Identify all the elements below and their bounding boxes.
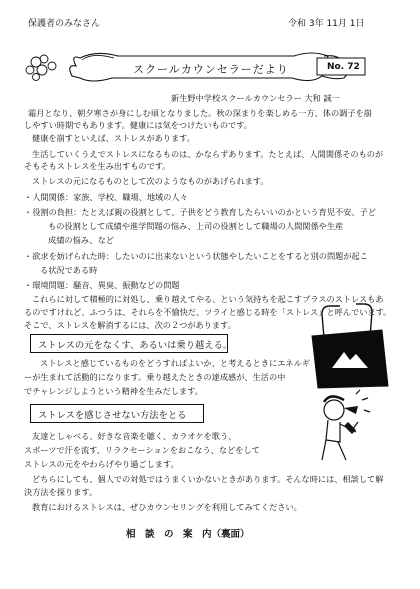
list-item: 成績の悩み、など: [48, 235, 114, 245]
paragraph-line: しやすい時期でもあります。健康には気をつけたいものです。: [24, 120, 252, 130]
paragraph-line: でチャレンジしようという精神を生みだします。: [24, 386, 203, 396]
paragraph-line: ストレスの元になるものとして次のようなものがあげられます。: [32, 176, 269, 186]
method-box-2-label: ストレスを感じさせない方法をとる: [38, 410, 187, 421]
paragraph-line: どちらにしても、個人での対処ではうまくいかないときがあります。そんな時には、相談して解: [32, 474, 384, 484]
paragraph-line: ストレスの元をやわらげやり過ごします。: [24, 459, 179, 469]
banner-title: スクールカウンセラーだより: [133, 63, 289, 76]
paragraph-line: 友達としゃべる、好きな音楽を聴く、カラオケを歌う、: [32, 431, 237, 441]
paragraph-line: これらに対して積極的に対処し、乗り越えてやる、という気持ちを起こすプラスのストレスもあ: [32, 294, 384, 304]
list-item: ・環境問題：騒音、異臭、振動などの問題: [24, 280, 180, 290]
singing-person-illustration: [300, 382, 386, 468]
list-item: ・役割の負担：たとえば親の役割として、子供をどう教育したらいいのかという育児不安、子ど: [24, 207, 376, 217]
list-item: ・欲求を妨げられた時：したいのに出来ないという状態やしたいことをすると別の問題が起こ: [24, 251, 368, 261]
newsletter-number: No. 72: [327, 62, 360, 72]
paragraph-line: スポーツで汗を流す、リラクセーションをおこなう、などをして: [24, 445, 260, 455]
paragraph-line: 決方法を探ります。: [24, 487, 98, 497]
author: 新生野中学校スクールカウンセラー 大和 誠一: [171, 93, 340, 103]
consultation-guide-heading: 相 談 の 案 内（裏面）: [126, 529, 250, 540]
paragraph-line: 教育におけるストレスは、ぜひカウンセリングを利用してみてください。: [32, 502, 302, 512]
paragraph-line: ストレスと感じているものをどうすればよいか、と考えるときにエネルギ: [40, 358, 310, 368]
paragraph-line: 霜月となり、朝夕寒さが身にしむ頃となりました。秋の深まりを楽しめる一方、体の調子を崩: [28, 108, 372, 118]
list-item: もの役割として成績や進学問題の悩み、上司の役割として職場の人間関係や生産: [48, 221, 344, 231]
list-item: ・人間関係：家族、学校、職場、地域の人々: [24, 192, 188, 202]
paragraph-line: 生活していくうえでストレスになるものは、かならずあります。たとえば、人間関係そのものが: [32, 149, 384, 159]
paragraph-line: ーが生まれて活動的になります。乗り越えたときの達成感が、生活の中: [24, 372, 286, 382]
paragraph-line: そもそもストレスを生み出すものです。: [24, 161, 171, 171]
flower-icon: [26, 55, 56, 81]
mountain-bag-illustration: [310, 300, 390, 390]
date: 令和 3年 11月 1日: [288, 19, 365, 29]
recipient: 保護者のみなさん: [28, 19, 101, 29]
paragraph-line: そこで、ストレスを解消するには、次の２つがあります。: [24, 320, 236, 330]
list-item: る状況である時: [40, 265, 98, 275]
paragraph-line: 健康を崩すといえば、ストレスがあります。: [32, 133, 195, 143]
paragraph-line: るのですけれど、ふつうは、それらを不愉快だ、ツライと感じる時を「ストレス」と呼んでいます。: [24, 307, 392, 317]
method-box-1-label: ストレスの元をなくす、あるいは乗り越える。: [38, 340, 233, 351]
